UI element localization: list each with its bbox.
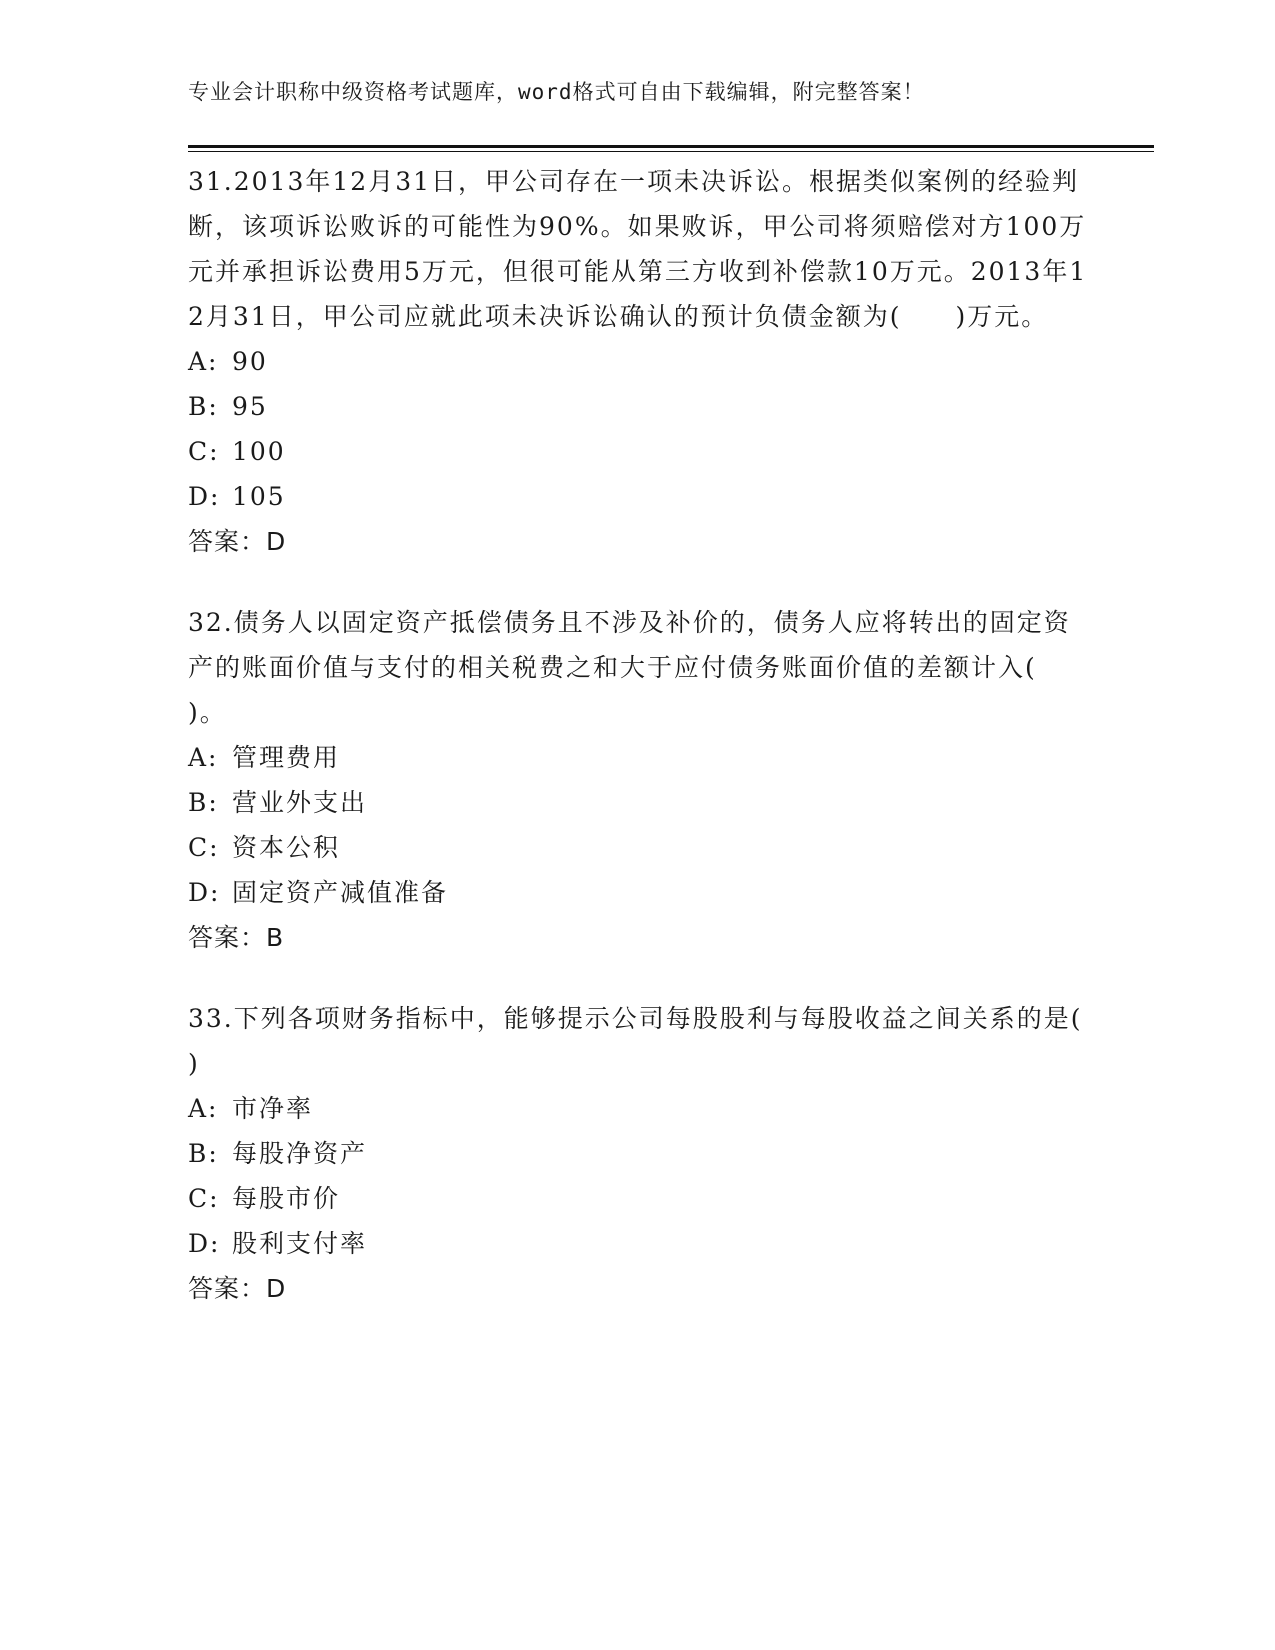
answer-line: 答案：D — [188, 527, 287, 556]
option-text: 股利支付率 — [232, 1229, 368, 1258]
question-32 — [188, 600, 1091, 960]
option-key: C: — [188, 437, 220, 466]
option-text: 固定资产减值准备 — [232, 878, 449, 907]
option-a — [188, 339, 1088, 384]
question-list — [188, 159, 1137, 1347]
option-text: 资本公积 — [232, 833, 341, 862]
option-text: 每股净资产 — [232, 1139, 368, 1168]
answer-line: 答案：D — [188, 1274, 287, 1303]
header-divider-thick — [188, 145, 1154, 148]
answer-line: 答案：B — [188, 923, 285, 952]
option-key: C: — [188, 833, 220, 862]
option-key: C: — [188, 1184, 220, 1213]
option-key: B: — [188, 788, 219, 817]
header-divider-thin — [188, 151, 1154, 152]
option-key: D: — [188, 878, 221, 907]
question-33 — [188, 996, 1137, 1311]
option-key: A: — [188, 347, 219, 376]
option-b — [188, 1131, 1088, 1176]
option-d — [188, 474, 1088, 519]
option-a — [188, 735, 1088, 780]
option-key: A: — [188, 743, 219, 772]
option-text: 管理费用 — [232, 743, 341, 772]
option-c — [188, 1176, 1088, 1221]
option-c — [188, 825, 1088, 870]
question-stem: 33.下列各项财务指标中，能够提示公司每股股利与每股收益之间关系的是( ) — [188, 1004, 1137, 1078]
option-text: 每股市价 — [232, 1184, 341, 1213]
option-b — [188, 384, 1088, 429]
option-key: A: — [188, 1094, 219, 1123]
question-stem: 31.2013年12月31日，甲公司存在一项未决诉讼。根据类似案例的经验判断，该项诉讼败诉的可能性为90%。如果败诉，甲公司将须赔偿对方100万元并承担诉讼费用5万元，但很可能从第三方收到补偿款10万元。2013年12月31日，甲公司应就此项未决诉讼确认的预计负债金额为( )万元。 — [188, 167, 1088, 331]
question-31 — [188, 159, 1088, 564]
option-a — [188, 1086, 1088, 1131]
option-key: D: — [188, 482, 221, 511]
option-key: B: — [188, 1139, 219, 1168]
option-c — [188, 429, 1088, 474]
option-key: D: — [188, 1229, 221, 1258]
option-text: 市净率 — [232, 1094, 314, 1123]
option-text: 营业外支出 — [232, 788, 368, 817]
option-d — [188, 870, 1088, 915]
option-text: 100 — [232, 437, 286, 466]
question-stem: 32.债务人以固定资产抵偿债务且不涉及补价的，债务人应将转出的固定资产的账面价值与支付的相关税费之和大于应付债务账面价值的差额计入( )。 — [188, 608, 1091, 727]
option-key: B: — [188, 392, 219, 421]
option-text: 95 — [232, 392, 268, 421]
page-header: 专业会计职称中级资格考试题库，word格式可自由下载编辑，附完整答案！ — [188, 80, 925, 104]
option-d — [188, 1221, 1088, 1266]
option-text: 105 — [232, 482, 286, 511]
option-b — [188, 780, 1088, 825]
option-text: 90 — [232, 347, 268, 376]
